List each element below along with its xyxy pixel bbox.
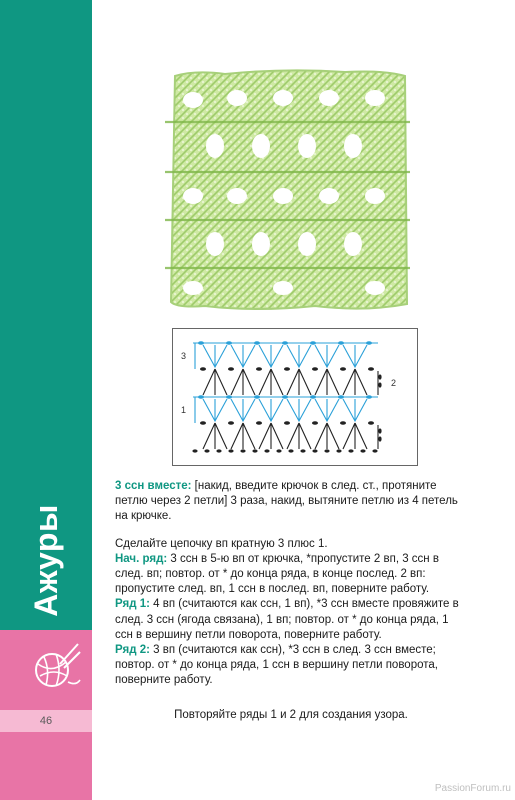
crochet-chart-symbols — [173, 329, 417, 465]
text-row-1: 4 вп (считаются как ссн, 1 вп), *3 ссн вместе провяжите в след. 3 ссн (ягода связана), 1 вп; повтор. от * до конца ряда, 1 ссн в вершину петли поворота, поверните работу. — [115, 598, 459, 641]
label-foundation-row: Нач. ряд: — [115, 552, 168, 565]
row-label-2: 2 — [391, 378, 397, 388]
chapter-title-box — [18, 495, 74, 625]
repeat-instruction: Повторяйте ряды 1 и 2 для создания узора. — [174, 709, 408, 721]
label-row-1: Ряд 1: — [115, 598, 150, 611]
text-row-2: 3 вп (считаются как ссн), *3 ссн в след. 3 ссн вместе; повтор. от * до конца ряда, 1 ссн в вершину петли поворота, поверните работу. — [115, 644, 438, 687]
crochet-chart-diagram — [172, 328, 418, 466]
text-3dc-together: [накид, введите крючок в след. ст., протяните петлю через 2 петли] 3 раза, накид, вытяните петлю из 4 петель на крючке. — [115, 480, 458, 523]
instruction-foundation-row — [115, 552, 467, 598]
text-foundation-row: 3 ссн в 5-ю вп от крючка, *пропустите 2 вп, 3 ссн в след. вп; повтор. от * до конца ряда, в конце послед. 2 вп: пропустите след. вп, 1 ссн в послед. вп, поверните работу. — [115, 552, 439, 596]
chapter-title: Ажуры — [27, 503, 64, 617]
instruction-3dc-together — [115, 479, 467, 525]
page-number: 46 — [0, 710, 92, 732]
instruction-row-1 — [115, 597, 467, 643]
instruction-chain: Сделайте цепочку вп кратную 3 плюс 1. — [115, 537, 328, 550]
instructions-text — [115, 479, 467, 689]
label-3dc-together: 3 ссн вместе: — [115, 480, 192, 492]
row-label-1: 1 — [181, 405, 187, 415]
crochet-swatch-image — [165, 68, 410, 313]
watermark: PassionForum.ru — [434, 783, 511, 794]
instruction-row-2 — [115, 643, 467, 689]
label-row-2: Ряд 2: — [115, 644, 150, 657]
yarn-ball-icon — [30, 640, 82, 692]
row-label-3: 3 — [181, 351, 187, 361]
